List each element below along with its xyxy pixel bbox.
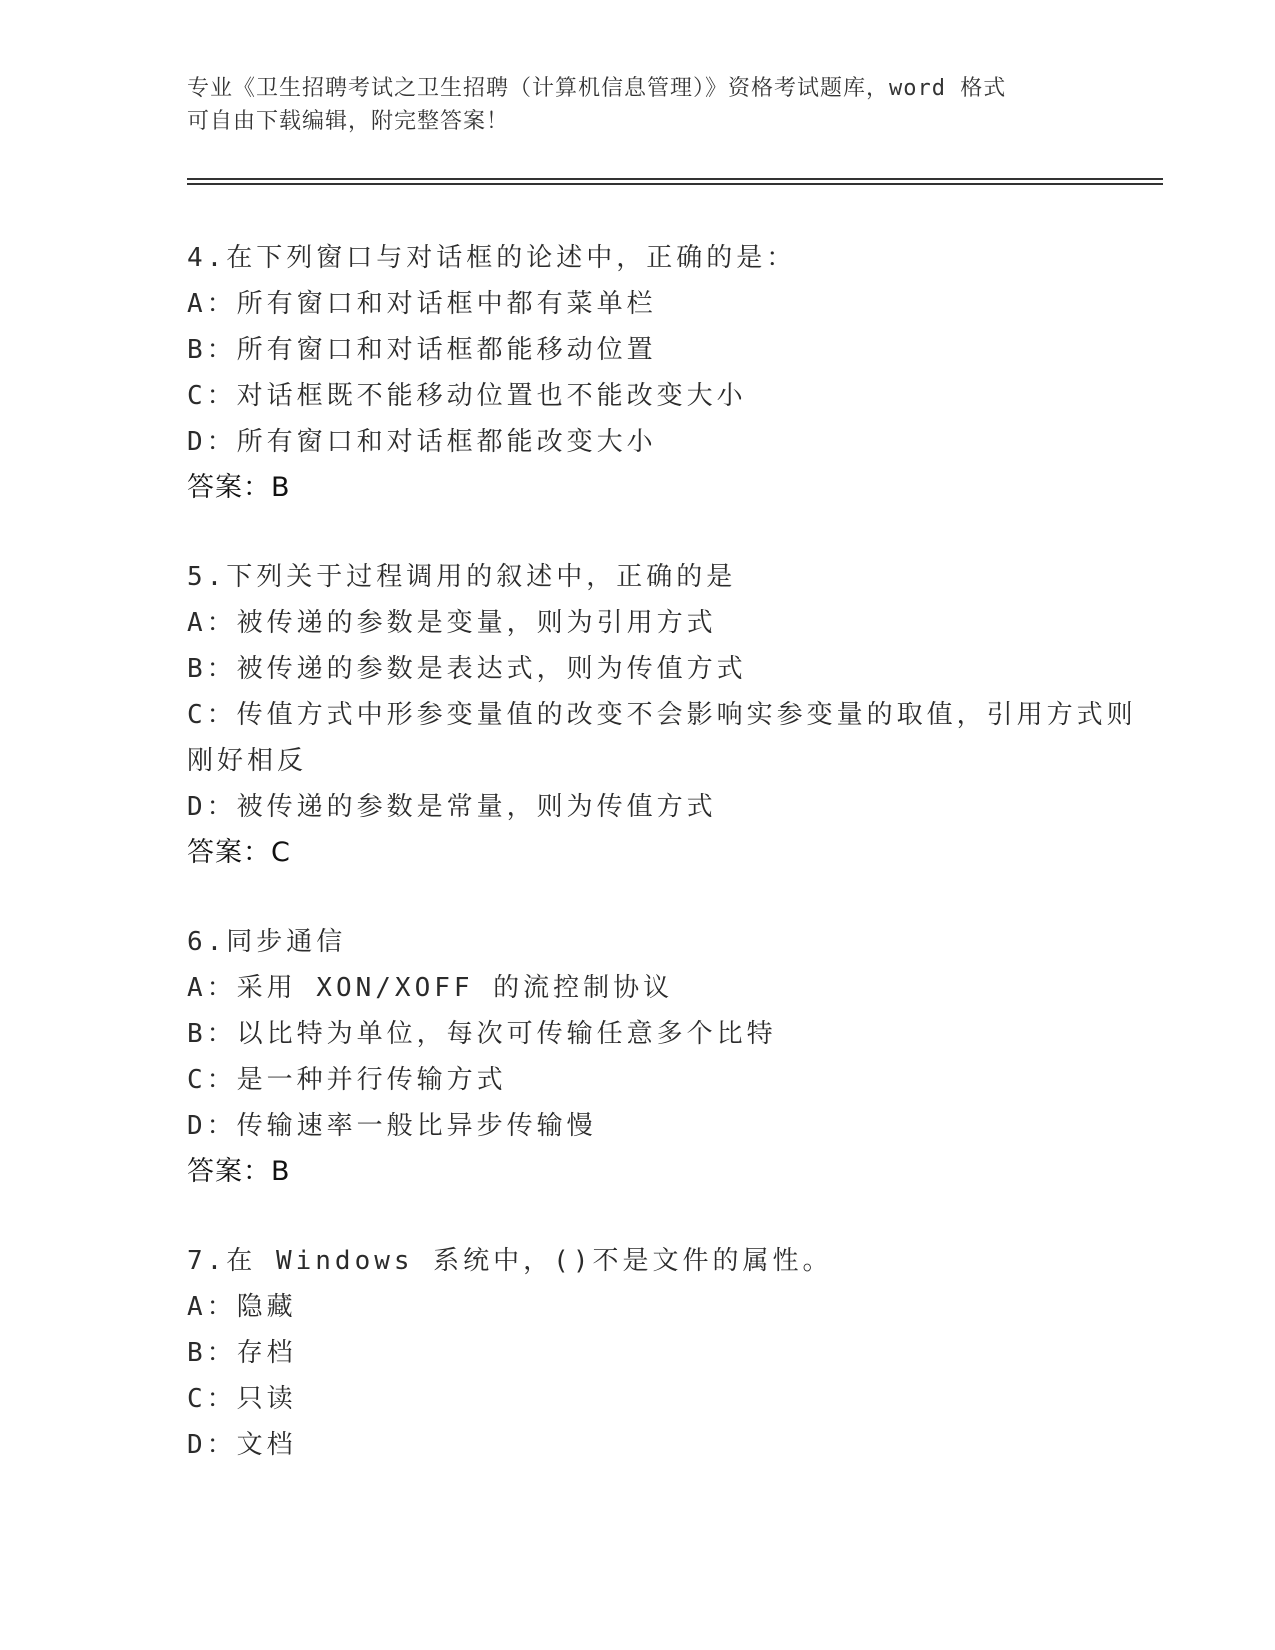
option-a: A：采用 XON/XOFF 的流控制协议 [187,973,674,1003]
option-c: C：传值方式中形参变量值的改变不会影响实参变量的取值，引用方式则刚好相反 [187,700,1137,776]
option-d: D：传输速率一般比异步传输慢 [187,1111,597,1141]
question-stem: 5.下列关于过程调用的叙述中，正确的是 [187,562,737,592]
header-title-line1: 专业《卫生招聘考试之卫生招聘（计算机信息管理）》资格考试题库，word 格式 [187,76,1007,101]
option-b: B：以比特为单位，每次可传输任意多个比特 [187,1019,777,1049]
question-4 [187,235,1147,511]
option-d: D：所有窗口和对话框都能改变大小 [187,427,657,457]
option-c: C：对话框既不能移动位置也不能改变大小 [187,381,747,411]
question-stem: 7.在 Windows 系统中，()不是文件的属性。 [187,1246,833,1276]
option-a: A：所有窗口和对话框中都有菜单栏 [187,289,657,319]
document-header [187,72,1087,138]
answer-line: 答案：B [187,1156,291,1187]
answer-line: 答案：B [187,472,291,503]
question-6 [187,919,1147,1195]
option-d: D：文档 [187,1430,297,1460]
option-d: D：被传递的参数是常量，则为传值方式 [187,792,717,822]
question-7 [187,1238,1147,1468]
option-b: B：被传递的参数是表达式，则为传值方式 [187,654,747,684]
option-c: C：是一种并行传输方式 [187,1065,507,1095]
option-b: B：存档 [187,1338,297,1368]
option-a: A：被传递的参数是变量，则为引用方式 [187,608,717,638]
answer-line: 答案：C [187,837,291,868]
option-a: A：隐藏 [187,1292,297,1322]
option-c: C：只读 [187,1384,297,1414]
question-stem: 4.在下列窗口与对话框的论述中，正确的是： [187,243,797,273]
header-divider-top [187,178,1163,180]
question-stem: 6.同步通信 [187,927,347,957]
option-b: B：所有窗口和对话框都能移动位置 [187,335,657,365]
header-divider-bottom [187,183,1163,185]
question-list [187,235,1147,1511]
header-title-line2: 可自由下载编辑，附完整答案！ [187,109,510,134]
question-5 [187,554,1147,876]
